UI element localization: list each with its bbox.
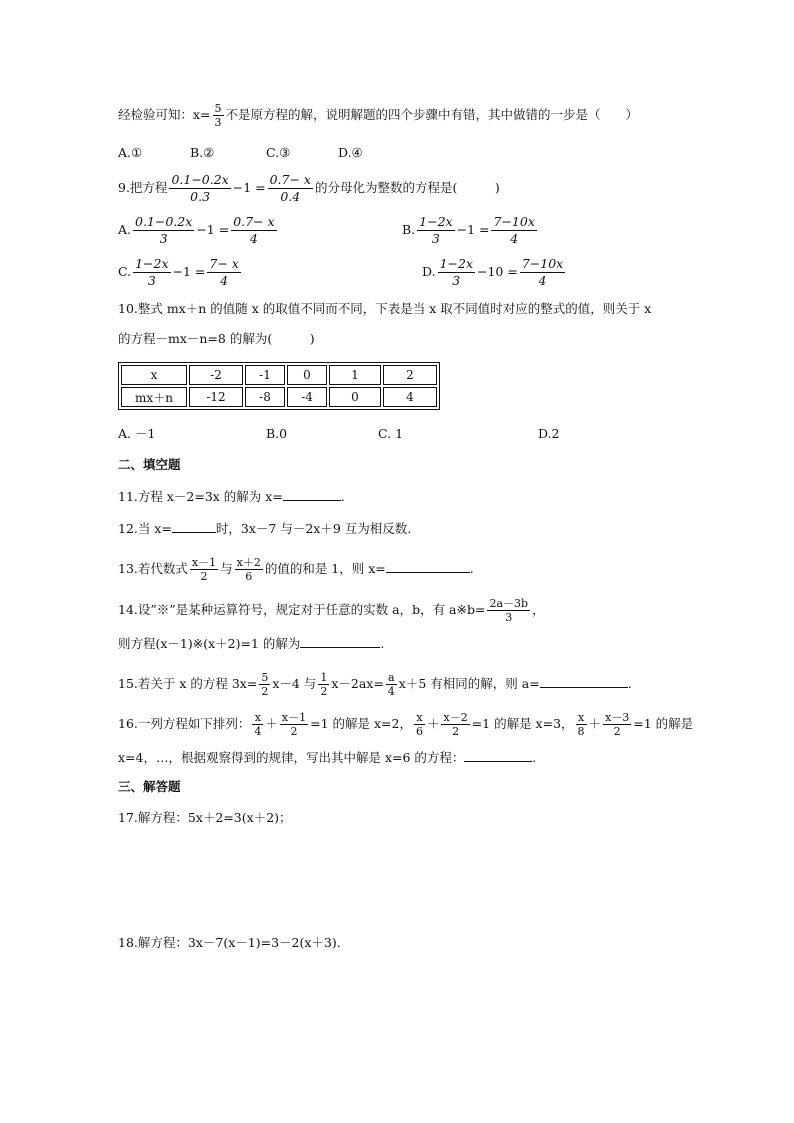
q9-option-d <box>422 256 567 289</box>
q16-answer-blank[interactable] <box>464 749 532 762</box>
q16-frac-b <box>280 711 308 738</box>
table-header-mxn: mx＋n <box>121 387 187 407</box>
q11-text: 11.方程 x－2=3x 的解为 x= <box>118 489 283 504</box>
q9-minus-one: −1 = <box>232 180 266 195</box>
q9-opt-c-label: C. <box>118 264 132 279</box>
frac-num: 5 <box>261 671 269 684</box>
q9-line <box>118 172 500 205</box>
frac-num: x <box>576 711 587 725</box>
q15-frac3 <box>386 671 397 698</box>
q16-line2 <box>118 749 536 766</box>
q9-opt-a-mid: −1 = <box>196 222 230 237</box>
q9-opt-a-frac1 <box>133 214 194 247</box>
q16-plus: ＋ <box>588 716 602 731</box>
q9-opt-b-frac2 <box>491 214 536 247</box>
q12-pre: 12.当 x= <box>118 521 172 536</box>
q15-frac2 <box>318 671 329 698</box>
frac-num: x－3 <box>605 711 630 724</box>
q8-option-c: C.③ <box>266 145 291 160</box>
frac-den: 2 <box>452 725 460 738</box>
q9-frac2-num: 0.7− x <box>269 172 311 187</box>
q8-rest: 不是原方程的解，说明解题的四个步骤中有错，其中做错的一步是（ ） <box>225 107 639 122</box>
q9-suffix: 的分母化为整数的方程是( ) <box>315 180 500 195</box>
table-cell: -1 <box>245 365 285 385</box>
q8-frac-num: 5 <box>214 102 222 115</box>
q8-frac-den: 3 <box>214 116 222 129</box>
q16-eq3: =1 的解是 <box>633 716 694 731</box>
frac-num: 2a－3b <box>489 597 529 610</box>
frac-num: a <box>386 671 397 685</box>
q13-mid: 与 <box>220 561 233 576</box>
q11-end: . <box>340 489 345 504</box>
q13-pre: 13.若代数式 <box>118 561 188 576</box>
q16-frac-d <box>441 711 469 738</box>
q9-option-b <box>402 214 539 247</box>
frac-den: 3 <box>431 231 440 246</box>
q18-line: 18.解方程：3x－7(x－1)=3－2(x＋3). <box>118 935 341 950</box>
frac-num: 7−10x <box>493 214 535 229</box>
frac-den: 2 <box>261 685 269 698</box>
table-row <box>121 365 437 385</box>
q8-option-d: D.④ <box>338 145 363 160</box>
frac-num: 1 <box>320 671 328 684</box>
q16-eq2: =1 的解是 x=3， <box>471 716 574 731</box>
q12-post: 时，3x－7 与－2x＋9 互为相反数. <box>215 521 412 536</box>
frac-num: x＋2 <box>236 556 261 569</box>
table-cell: 0 <box>329 387 381 407</box>
q13-answer-blank[interactable] <box>386 560 470 573</box>
q14-frac <box>487 597 530 624</box>
q15-frac1 <box>259 671 270 698</box>
q14-line1 <box>118 597 545 624</box>
q13-end: . <box>469 561 474 576</box>
frac-den: 4 <box>254 725 262 738</box>
frac-den: 4 <box>220 273 229 288</box>
table-cell: 2 <box>383 365 437 385</box>
q8-line <box>118 102 638 129</box>
frac-den: 4 <box>510 231 519 246</box>
frac-num: x－2 <box>443 711 468 724</box>
q16-eq1: =1 的解是 x=2， <box>310 716 412 731</box>
frac-den: 2 <box>290 725 298 738</box>
q9-opt-d-frac1 <box>438 256 475 289</box>
frac-den: 4 <box>249 231 258 246</box>
q14-line2 <box>118 635 384 652</box>
q16-plus: ＋ <box>426 716 440 731</box>
frac-num: 0.1−0.2x <box>135 214 193 229</box>
q15-line <box>118 671 632 698</box>
q16-frac-e <box>576 711 587 738</box>
q9-opt-b-frac1 <box>417 214 454 247</box>
q13-frac2 <box>235 556 263 583</box>
q15-answer-blank[interactable] <box>540 675 628 688</box>
frac-num: 7−10x <box>521 256 564 271</box>
q17-line: 17.解方程：5x＋2=3(x＋2)； <box>118 810 292 825</box>
q8-option-b: B.② <box>190 145 215 160</box>
q8-option-a: A.① <box>118 145 143 160</box>
table-cell: 4 <box>383 387 437 407</box>
q10-option-d: D.2 <box>538 426 560 441</box>
frac-num: x <box>252 711 263 725</box>
q11-answer-blank[interactable] <box>283 488 341 501</box>
value-table <box>118 362 440 410</box>
q12-answer-blank[interactable] <box>172 520 216 533</box>
q10-option-a: A. －1 <box>118 426 156 441</box>
frac-num: x <box>414 711 425 725</box>
q11-line <box>118 488 345 505</box>
q15-end: . <box>627 676 632 691</box>
frac-num: 0.7− x <box>233 214 275 229</box>
frac-den: 3 <box>159 231 168 246</box>
q9-opt-a-frac2 <box>231 214 276 247</box>
frac-num: 1−2x <box>439 256 473 271</box>
frac-den: 3 <box>147 273 156 288</box>
q8-intro: 经检验可知：x= <box>118 107 211 122</box>
q10-line1: 10.整式 mx＋n 的值随 x 的取值不同而不同，下表是当 x 取不同值时对应的整式的值，则关于 x <box>118 301 652 316</box>
table-cell: -12 <box>189 387 243 407</box>
frac-den: 4 <box>538 273 547 288</box>
q9-opt-b-label: B. <box>402 222 416 237</box>
q15-mid2: x－2ax= <box>331 676 384 691</box>
table-cell: 1 <box>329 365 381 385</box>
q16-plus: ＋ <box>265 716 278 731</box>
q10-option-b: B.0 <box>266 426 288 441</box>
q9-opt-c-frac2 <box>207 256 240 289</box>
q10-line2: 的方程－mx－n=8 的解为( ) <box>118 331 315 346</box>
q13-line <box>118 556 474 583</box>
q9-opt-a-label: A. <box>118 222 132 237</box>
frac-den: 2 <box>200 570 208 583</box>
table-cell: -8 <box>245 387 285 407</box>
q9-frac1 <box>169 172 230 205</box>
table-row <box>121 387 437 407</box>
q16-line2-end: . <box>532 750 537 765</box>
frac-den: 6 <box>245 570 253 583</box>
q14-answer-blank[interactable] <box>300 635 380 648</box>
frac-num: 1−2x <box>419 214 453 229</box>
frac-num: 7− x <box>209 256 239 271</box>
q16-frac-a <box>252 711 263 738</box>
q15-post: x＋5 有相同的解，则 a= <box>398 676 540 691</box>
frac-num: x－1 <box>281 711 307 724</box>
q9-opt-b-mid: −1 = <box>456 222 490 237</box>
q9-frac2-den: 0.4 <box>280 189 301 204</box>
table-cell: 0 <box>287 365 327 385</box>
frac-den: 3 <box>452 273 461 288</box>
q13-frac1 <box>190 556 218 583</box>
q14-line2-pre: 则方程(x－1)※(x＋2)=1 的解为 <box>118 636 301 651</box>
frac-den: 6 <box>415 725 423 738</box>
q9-frac2 <box>268 172 313 205</box>
q15-mid1: x－4 与 <box>272 676 317 691</box>
frac-den: 4 <box>387 685 395 698</box>
frac-den: 8 <box>577 725 585 738</box>
q14-line1-end: ， <box>532 602 545 617</box>
q8-fraction <box>213 102 224 129</box>
q10-option-c: C. 1 <box>378 426 404 441</box>
q9-frac1-den: 0.3 <box>190 189 211 204</box>
q16-line2-text: x=4，…，根据观察得到的规律，写出其中解是 x=6 的方程： <box>118 750 465 765</box>
q16-pre: 16.一列方程如下排列： <box>118 716 251 731</box>
q16-line1 <box>118 711 693 738</box>
q12-line <box>118 520 411 537</box>
q9-opt-d-mid: −10 = <box>477 264 518 279</box>
frac-den: 2 <box>613 725 621 738</box>
q16-frac-c <box>414 711 425 738</box>
q13-post: 的值的和是 1，则 x= <box>264 561 386 576</box>
table-header-x: x <box>121 365 187 385</box>
frac-den: 3 <box>505 611 513 624</box>
section-heading-fill-blank: 二、填空题 <box>118 457 181 472</box>
frac-den: 2 <box>320 685 328 698</box>
q9-prefix: 9.把方程 <box>118 180 168 195</box>
table-cell: -2 <box>189 365 243 385</box>
q16-frac-f <box>603 711 631 738</box>
q9-option-a <box>118 214 279 247</box>
table-cell: -4 <box>287 387 327 407</box>
frac-num: 1−2x <box>135 256 169 271</box>
q15-pre: 15.若关于 x 的方程 3x= <box>118 676 258 691</box>
q9-opt-d-label: D. <box>422 264 436 279</box>
q14-line1-pre: 14.设”※”是某种运算符号，规定对于任意的实数 a，b，有 a※b= <box>118 602 486 617</box>
q9-opt-c-mid: −1 = <box>172 264 206 279</box>
q9-option-c <box>118 256 243 289</box>
q9-opt-c-frac1 <box>133 256 170 289</box>
q9-opt-d-frac2 <box>520 256 565 289</box>
q14-line2-end: . <box>380 636 385 651</box>
q9-frac1-num: 0.1−0.2x <box>171 172 229 187</box>
frac-num: x－1 <box>191 556 217 569</box>
section-heading-solve: 三、解答题 <box>118 779 181 794</box>
